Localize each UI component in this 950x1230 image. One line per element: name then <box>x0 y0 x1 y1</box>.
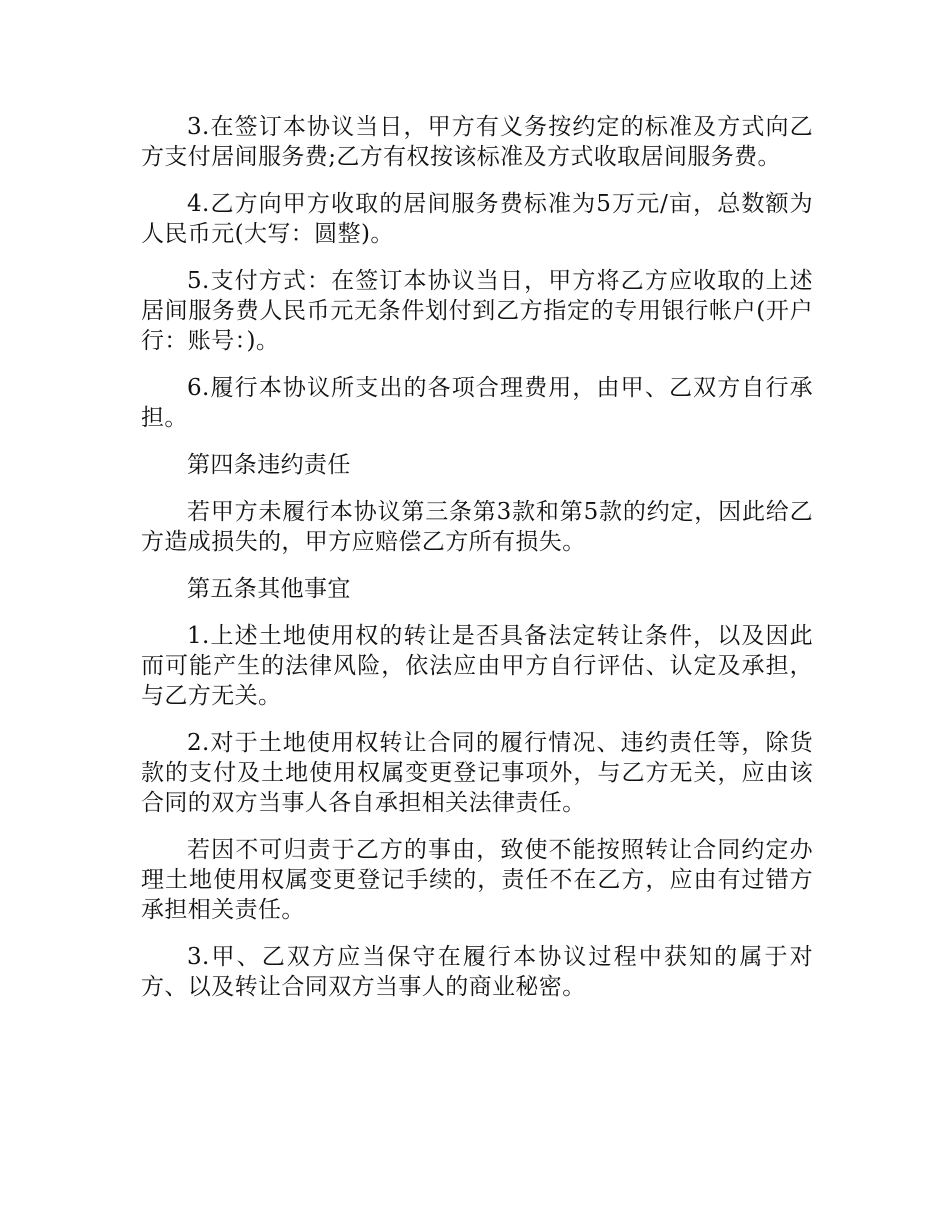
document-body <box>141 112 813 1019</box>
clause-3-payment-obligation: 3.在签订本协议当日，甲方有义务按约定的标准及方式向乙方支付居间服务费;乙方有权按该标准及方式收取居间服务费。 <box>141 114 813 170</box>
article-5-heading: 第五条其他事宜 <box>187 576 351 602</box>
article-5-clause-1: 1.上述土地使用权的转让是否具备法定转让条件，以及因此而可能产生的法律风险，依法应由甲方自行评估、认定及承担，与乙方无关。 <box>141 623 813 709</box>
article-5-clause-2: 2.对于土地使用权转让合同的履行情况、违约责任等，除货款的支付及土地使用权属变更登记事项外，与乙方无关，应由该合同的双方当事人各自承担相关法律责任。 <box>141 730 813 816</box>
article-4-heading: 第四条违约责任 <box>187 452 351 478</box>
article-5-clause-2-supplement: 若因不可归责于乙方的事由，致使不能按照转让合同约定办理土地使用权属变更登记手续的，责任不在乙方，应由有过错方承担相关责任。 <box>141 837 813 923</box>
article-5-clause-3: 3.甲、乙双方应当保守在履行本协议过程中获知的属于对方、以及转让合同双方当事人的商业秘密。 <box>141 944 813 1000</box>
article-4-liability-text: 若甲方未履行本协议第三条第3款和第5款的约定，因此给乙方造成损失的，甲方应赔偿乙方所有损失。 <box>141 499 813 555</box>
clause-4-fee-standard: 4.乙方向甲方收取的居间服务费标准为5万元/亩，总数额为人民币元(大写：圆整)。 <box>141 191 813 247</box>
clause-5-payment-method: 5.支付方式：在签订本协议当日，甲方将乙方应收取的上述居间服务费人民币元无条件划付到乙方指定的专用银行帐户(开户行：账号：)。 <box>141 268 813 354</box>
clause-6-expenses: 6.履行本协议所支出的各项合理费用，由甲、乙双方自行承担。 <box>141 375 813 431</box>
